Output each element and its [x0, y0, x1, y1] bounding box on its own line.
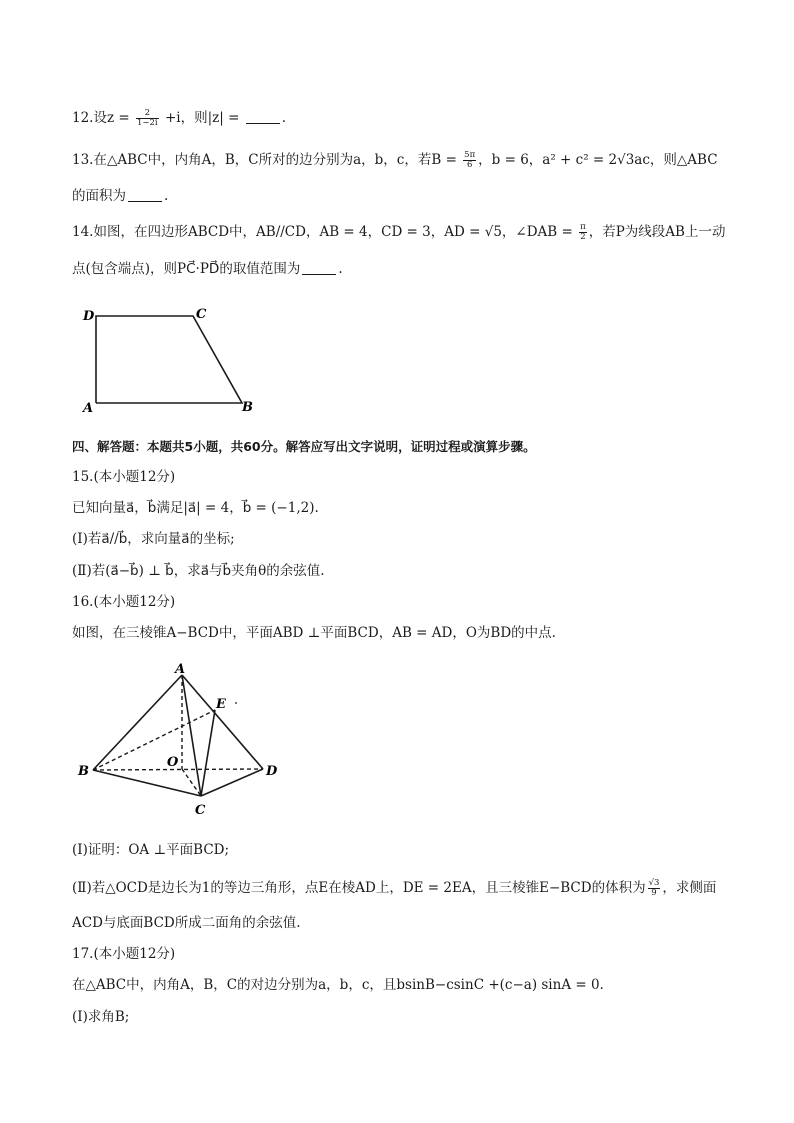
- question-14-line2: 点(包含端点)，则PC⃗·PD⃗的取值范围为 .: [72, 261, 343, 277]
- q12-fraction: $\frac{2}{1-2i}$: [136, 108, 158, 128]
- label-B: B: [78, 764, 89, 779]
- q13-pre: 13.在△ABC中，内角A，B，C所对的边分别为a，b，c，若B =: [72, 152, 462, 168]
- label-B: B: [242, 400, 253, 415]
- question-16-part2: (Ⅱ)若△OCD是边长为1的等边三角形，点E在棱AD上，DE = 2EA，且三棱锥E−BCD的体积为 $\frac{√3}{9}$ ，求侧面: [72, 878, 717, 898]
- question-17-stem: 在△ABC中，内角A，B，C的对边分别为a，b，c，且bsinB−csinC +(c−a) sinA = 0.: [72, 977, 604, 993]
- question-13-line2: 的面积为 .: [72, 188, 169, 204]
- question-15-stem: 已知向量a⃗，b⃗满足|a⃗| = 4，b⃗ = (−1,2).: [72, 500, 319, 516]
- answer-blank: [246, 123, 280, 124]
- q12-post: +i，则|z| =: [160, 110, 244, 126]
- question-16-title: 16.(本小题12分): [72, 594, 176, 610]
- question-14: [72, 222, 725, 242]
- question-16-stem: 如图，在三棱锥A−BCD中，平面ABD ⊥平面BCD，AB = AD，O为BD的中点.: [72, 625, 556, 641]
- label-O: O: [167, 755, 179, 770]
- trapezoid-figure: [72, 300, 272, 420]
- q14-post: ，若P为线段AB上一动: [588, 224, 726, 240]
- q14-fraction: $\frac{\pi}{2}$: [580, 222, 586, 242]
- trapezoid-outline: [96, 316, 242, 403]
- question-16-part1: (Ⅰ)证明：OA ⊥平面BCD;: [72, 842, 230, 858]
- question-15-part2: (Ⅱ)若(a⃗−b⃗) ⊥ b⃗，求a⃗与b⃗夹角θ的余弦值.: [72, 563, 325, 579]
- q13-post: ，b = 6，a² + c² = 2√3ac，则△ABC: [478, 152, 718, 168]
- label-E: E: [216, 697, 226, 712]
- pyramid-figure: [72, 655, 302, 825]
- q14-pre: 14.如图，在四边形ABCD中，AB//CD，AB = 4，CD = 3，AD = √5，∠DAB =: [72, 224, 578, 240]
- question-12: 12.设z = $\frac{2}{1-2i}$ +i，则|z| = .: [72, 108, 286, 128]
- question-17-part1: (Ⅰ)求角B;: [72, 1009, 130, 1025]
- q16-fraction: $\frac{√3}{9}$: [648, 878, 660, 898]
- answer-blank: [302, 274, 336, 275]
- question-16-part2-line2: ACD与底面BCD所成二面角的余弦值.: [72, 915, 301, 931]
- answer-blank: [128, 201, 162, 202]
- q12-pre: 12.设z =: [72, 110, 134, 126]
- question-17-title: 17.(本小题12分): [72, 946, 176, 962]
- label-A: A: [83, 401, 94, 416]
- label-D: D: [266, 764, 278, 779]
- question-15-part1: (Ⅰ)若a⃗//b⃗，求向量a⃗的坐标;: [72, 531, 235, 547]
- question-15-title: 15.(本小题12分): [72, 469, 176, 485]
- question-13: [72, 150, 718, 170]
- q13-fraction: $\frac{5\pi}{6}$: [464, 150, 476, 170]
- label-C: C: [196, 307, 207, 322]
- label-D: D: [83, 309, 95, 324]
- stray-dot: [235, 702, 237, 704]
- label-C: C: [195, 803, 206, 818]
- label-A: A: [175, 662, 186, 677]
- section-4-heading: 四、解答题：本题共5小题，共60分。解答应写出文字说明，证明过程或演算步骤。: [72, 439, 536, 454]
